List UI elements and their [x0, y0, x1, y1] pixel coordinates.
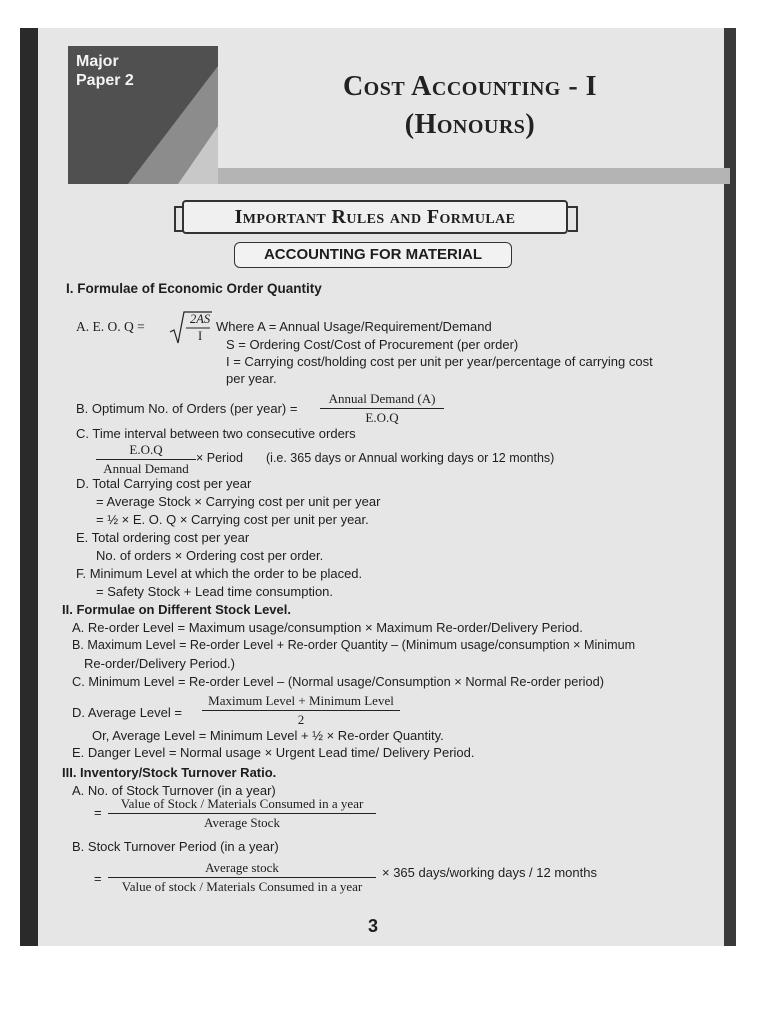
fraction-denominator: Value of stock / Materials Consumed in a year	[121, 879, 363, 894]
eoq-where-2: S = Ordering Cost/Cost of Procurement (per order)	[226, 337, 519, 352]
average-level-label: D. Average Level =	[72, 705, 182, 720]
stock-turnover-fraction	[108, 796, 376, 831]
section-3-heading: III. Inventory/Stock Turnover Ratio.	[62, 765, 277, 780]
average-level-fraction	[202, 693, 400, 728]
page-title	[230, 68, 710, 144]
turnover-period-equals: =	[94, 871, 102, 886]
title-line-2: (Honours)	[404, 109, 536, 140]
average-level-alt: Or, Average Level = Minimum Level + ½ × Re-order Quantity.	[92, 728, 444, 743]
eoq-where-3: I = Carrying cost/holding cost per unit per year/percentage of carrying cost	[226, 354, 653, 369]
ordering-cost-label: E. Total ordering cost per year	[76, 530, 250, 545]
optimum-orders-fraction	[320, 391, 444, 426]
material-heading-box: ACCOUNTING FOR MATERIAL	[234, 242, 512, 268]
fraction-denominator: Annual Demand	[103, 461, 189, 476]
turnover-period-fraction	[108, 860, 376, 895]
rules-heading-box: Important Rules and Formulae	[182, 200, 568, 234]
fraction-denominator: E.O.Q	[365, 410, 399, 425]
paper-badge	[68, 46, 218, 184]
rules-bracket-right	[568, 206, 578, 232]
time-interval-note: (i.e. 365 days or Annual working days or 12 months)	[266, 451, 555, 465]
optimum-orders-label: B. Optimum No. of Orders (per year) =	[76, 401, 298, 416]
minimum-level-line-2: = Safety Stock + Lead time consumption.	[96, 584, 334, 599]
stock-turnover-label: A. No. of Stock Turnover (in a year)	[72, 783, 276, 798]
time-interval-period: × Period	[196, 451, 243, 465]
fraction-numerator: E.O.Q	[96, 442, 196, 460]
maximum-level-line-1: B. Maximum Level = Re-order Level + Re-order Quantity – (Minimum usage/consumption × Minimum	[72, 638, 636, 652]
turnover-period-label: B. Stock Turnover Period (in a year)	[72, 839, 279, 854]
title-line-1: Cost Accounting - I	[342, 71, 598, 102]
ordering-cost-line-2: No. of orders × Ordering cost per order.	[96, 548, 324, 563]
fraction-numerator: Annual Demand (A)	[320, 391, 444, 409]
minimum-level-label: F. Minimum Level at which the order to be placed.	[76, 566, 363, 581]
fraction-numerator: Average stock	[108, 860, 376, 878]
badge-line-2: Paper 2	[76, 72, 134, 89]
page-number: 3	[368, 916, 379, 936]
maximum-level-line-2: Re-order/Delivery Period.)	[84, 656, 235, 671]
time-interval-fraction	[96, 442, 196, 477]
eoq-label: A. E. O. Q =	[76, 319, 145, 334]
fraction-denominator: 2	[297, 712, 305, 727]
fraction-numerator: Value of Stock / Materials Consumed in a year	[108, 796, 376, 814]
badge-text	[76, 52, 134, 90]
eoq-sqrt-denominator: I	[198, 329, 203, 343]
danger-level-line: E. Danger Level = Normal usage × Urgent Lead time/ Delivery Period.	[72, 745, 475, 760]
stock-turnover-equals: =	[94, 805, 102, 820]
carrying-cost-label: D. Total Carrying cost per year	[76, 476, 252, 491]
page-edge-shadow	[724, 28, 736, 946]
fraction-denominator: Average Stock	[204, 815, 280, 830]
minimum-level-line: C. Minimum Level = Re-order Level – (Normal usage/Consumption × Normal Re-order period)	[72, 674, 604, 689]
section-2-heading: II. Formulae on Different Stock Level.	[62, 602, 291, 617]
eoq-where-4: per year.	[226, 371, 277, 386]
eoq-where-1: Where A = Annual Usage/Requirement/Demand	[216, 319, 492, 334]
reorder-level-line: A. Re-order Level = Maximum usage/consumption × Maximum Re-order/Delivery Period.	[72, 620, 583, 635]
badge-line-1: Major	[76, 53, 119, 70]
book-page	[20, 28, 736, 946]
page-gutter-shadow	[20, 28, 38, 946]
section-1-heading: I. Formulae of Economic Order Quantity	[66, 281, 322, 296]
carrying-cost-line-3: = ½ × E. O. Q × Carrying cost per unit per year.	[96, 512, 369, 527]
time-interval-label: C. Time interval between two consecutive orders	[76, 426, 356, 441]
carrying-cost-line-2: = Average Stock × Carrying cost per unit per year	[96, 494, 381, 509]
fraction-numerator: Maximum Level + Minimum Level	[202, 693, 400, 711]
turnover-period-multiplier: × 365 days/working days / 12 months	[382, 865, 597, 880]
eoq-sqrt-numerator: 2AS	[190, 312, 211, 326]
